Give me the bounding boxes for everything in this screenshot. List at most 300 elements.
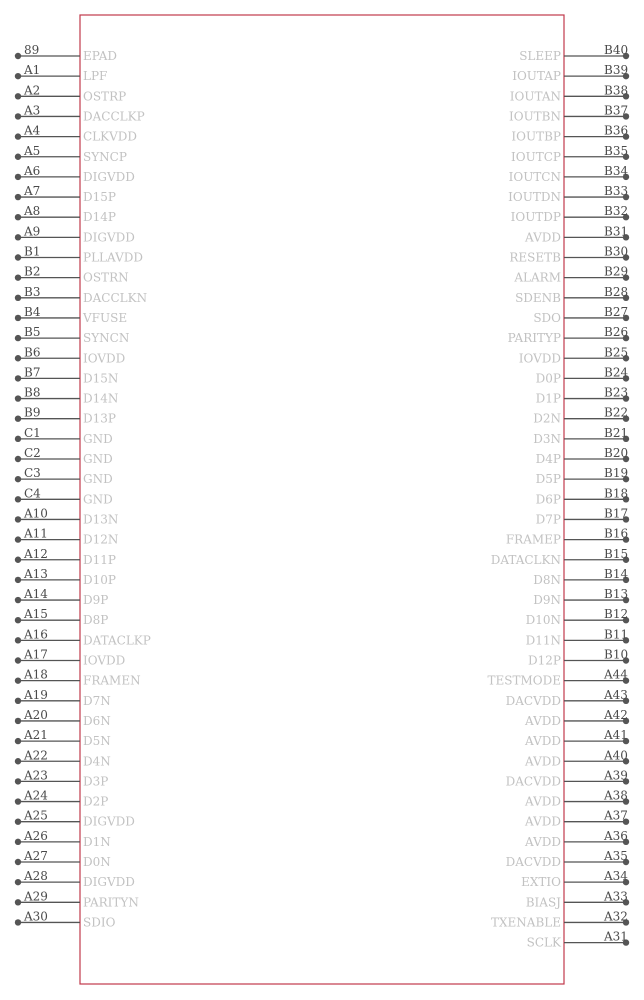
pin-number: A42	[604, 707, 628, 722]
pin-A12	[15, 547, 116, 567]
pin-name: IOVDD	[83, 653, 126, 668]
pin-number: A13	[24, 566, 48, 581]
pin-name: FRAMEN	[83, 673, 141, 688]
pin-number: B31	[604, 224, 629, 239]
pin-C3	[15, 466, 113, 486]
pin-number: B32	[604, 204, 629, 219]
pin-name: IOUTCN	[508, 169, 561, 184]
pin-A16	[15, 627, 151, 647]
pin-number: A12	[24, 546, 48, 561]
pin-name: IOUTDN	[508, 190, 561, 205]
pin-number: A23	[24, 768, 48, 783]
pin-number: B37	[604, 103, 629, 118]
pin-number: B36	[604, 123, 629, 138]
pin-name: PLLAVDD	[83, 250, 143, 265]
pin-name: AVDD	[525, 834, 561, 849]
pin-B31	[524, 224, 629, 244]
pin-terminal-dot	[15, 133, 21, 139]
pin-B9	[15, 406, 116, 426]
pin-terminal-dot	[15, 919, 21, 925]
pin-A4	[15, 124, 137, 144]
pin-B3	[15, 285, 147, 305]
pin-number: B33	[604, 184, 629, 199]
pin-number: B26	[604, 325, 629, 340]
pin-name: D14N	[83, 391, 119, 406]
pin-A33	[526, 889, 629, 909]
pin-A10	[15, 506, 119, 526]
pin-number: B24	[604, 365, 629, 380]
pin-C1	[15, 426, 113, 446]
pin-A34	[521, 869, 629, 889]
pin-B36	[511, 124, 629, 144]
pin-B33	[508, 184, 629, 204]
pin-name: IOUTAP	[512, 69, 561, 84]
pin-name: GND	[83, 452, 113, 466]
pin-terminal-dot	[15, 174, 21, 180]
pin-A41	[524, 728, 629, 748]
pin-A43	[506, 688, 630, 708]
pin-name: AVDD	[525, 230, 561, 245]
pin-number: A34	[604, 869, 628, 884]
pin-terminal-dot	[15, 315, 21, 321]
pin-number: A32	[604, 909, 628, 924]
pin-name: D12P	[528, 653, 561, 668]
pin-name: D11P	[83, 552, 116, 567]
pin-B40	[519, 43, 629, 63]
pin-name: IOVDD	[83, 351, 126, 366]
pin-A40	[524, 748, 629, 768]
pin-name: D3P	[83, 774, 109, 789]
pin-A25	[15, 809, 135, 829]
pin-number: A15	[24, 607, 48, 622]
pin-C2	[15, 446, 113, 466]
pin-name: IOVDD	[518, 351, 561, 366]
pin-terminal-dot	[15, 698, 21, 704]
pin-A32	[491, 909, 629, 929]
pin-number: A8	[24, 204, 41, 219]
pin-number: B29	[604, 264, 629, 279]
pin-A20	[15, 708, 111, 728]
pin-name: D2P	[83, 794, 109, 809]
pin-number: A22	[24, 748, 48, 763]
pin-B1	[15, 245, 143, 265]
pin-B21	[533, 426, 629, 446]
pin-name: D8P	[83, 613, 109, 628]
pin-terminal-dot	[15, 476, 21, 482]
pin-name: OSTRP	[83, 89, 127, 104]
pin-number: B9	[24, 405, 41, 420]
pin-number: A14	[24, 587, 48, 602]
pin-number: B27	[604, 304, 629, 319]
pin-name: SLEEP	[519, 49, 561, 63]
pin-name: D10N	[525, 613, 561, 628]
pin-number: B8	[24, 385, 41, 400]
pin-name: DACCLKP	[83, 109, 145, 124]
ic-body-outline	[80, 15, 564, 984]
pin-number: A44	[604, 667, 628, 682]
pin-number: A17	[24, 647, 48, 662]
pin-number: B34	[604, 163, 629, 178]
pin-name: AVDD	[525, 814, 561, 829]
pin-terminal-dot	[15, 879, 21, 885]
pin-name: D13P	[83, 411, 116, 426]
pin-name: EXTIO	[521, 875, 561, 890]
pin-B23	[536, 386, 630, 406]
pin-number: B11	[604, 627, 629, 642]
pin-B17	[536, 506, 630, 526]
pin-name: GND	[83, 472, 113, 487]
pin-B26	[508, 325, 630, 345]
pin-A24	[15, 789, 109, 809]
pin-number: A38	[604, 788, 628, 803]
pin-name: AVDD	[525, 713, 561, 728]
pin-number: B1	[24, 244, 41, 259]
pin-name: D1N	[83, 834, 111, 849]
pin-number: B7	[24, 365, 41, 380]
pin-A1	[15, 63, 108, 83]
pin-name: SDO	[533, 310, 561, 325]
pin-number: A29	[24, 889, 48, 904]
pin-number: A28	[24, 869, 48, 884]
pin-number: A5	[24, 143, 41, 158]
pin-number: A30	[24, 909, 48, 924]
pin-B12	[526, 607, 630, 627]
pin-terminal-dot	[15, 234, 21, 240]
pin-B25	[519, 345, 629, 365]
left-pin-group	[15, 43, 151, 929]
pin-B16	[506, 527, 629, 547]
pin-number: C2	[24, 446, 41, 460]
pin-number: C1	[24, 425, 41, 440]
pin-number: A41	[604, 728, 628, 743]
pin-name: IOUTAN	[509, 89, 561, 104]
pin-number: A36	[604, 828, 628, 843]
pin-terminal-dot	[15, 355, 21, 361]
pin-number: B28	[604, 284, 629, 299]
pin-terminal-dot	[15, 536, 21, 542]
pin-A11	[15, 527, 119, 547]
pin-number: A24	[24, 788, 48, 803]
pin-number: A9	[24, 224, 41, 239]
pin-B5	[15, 325, 130, 345]
pin-B37	[509, 103, 629, 123]
pin-number: A4	[24, 123, 41, 138]
pin-B7	[15, 365, 119, 385]
pin-terminal-dot	[15, 798, 21, 804]
pin-number: B35	[604, 143, 629, 158]
pin-terminal-dot	[15, 214, 21, 220]
pin-name: D1P	[535, 391, 561, 406]
pin-terminal-dot	[15, 738, 21, 744]
pin-terminal-dot	[15, 758, 21, 764]
pin-A7	[15, 184, 116, 204]
pin-terminal-dot	[15, 436, 21, 442]
pin-number: B30	[604, 244, 629, 259]
pin-name: GND	[83, 431, 113, 446]
pin-terminal-dot	[15, 859, 21, 865]
pin-A23	[15, 768, 109, 788]
pin-B2	[15, 265, 129, 285]
pin-B27	[533, 305, 629, 325]
pin-number: B15	[604, 546, 629, 561]
pin-name: PARITYP	[507, 331, 561, 346]
pin-B20	[536, 446, 630, 466]
pin-B15	[491, 547, 629, 567]
pin-B34	[509, 164, 630, 184]
pin-number: A3	[24, 103, 41, 118]
pin-number: C3	[24, 466, 41, 481]
pin-number: B13	[604, 587, 629, 602]
pin-terminal-dot	[15, 657, 21, 663]
pin-number: A33	[604, 889, 628, 904]
pin-B38	[510, 83, 629, 103]
pin-A26	[15, 829, 111, 849]
pin-B24	[536, 365, 630, 385]
pin-B6	[15, 345, 125, 365]
pin-B4	[15, 305, 127, 325]
pin-number: B2	[24, 264, 41, 279]
pin-terminal-dot	[15, 274, 21, 280]
pin-number: B4	[24, 304, 41, 319]
pin-B8	[15, 386, 119, 406]
pin-name: VFUSE	[83, 310, 128, 325]
pin-B39	[512, 63, 629, 83]
pin-name: BIASJ	[525, 895, 561, 910]
pin-A42	[524, 708, 629, 728]
pin-terminal-dot	[15, 597, 21, 603]
pin-A6	[15, 164, 135, 184]
pin-number: B22	[604, 405, 629, 420]
pin-A22	[15, 748, 111, 768]
pin-terminal-dot	[15, 295, 21, 301]
pin-terminal-dot	[15, 839, 21, 845]
pin-name: IOUTCP	[511, 149, 561, 164]
pin-name: D8N	[533, 572, 561, 587]
pin-terminal-dot	[15, 395, 21, 401]
pin-number: B16	[604, 526, 629, 541]
pin-terminal-dot	[15, 154, 21, 160]
pin-number: A39	[604, 768, 628, 783]
pin-number: A19	[24, 687, 48, 702]
pin-C4	[15, 486, 113, 506]
pin-number: A43	[604, 687, 628, 702]
pin-terminal-dot	[15, 375, 21, 381]
pin-name: AVDD	[525, 794, 561, 809]
pin-name: D5N	[83, 734, 111, 749]
pin-B13	[533, 587, 629, 607]
pin-B18	[536, 486, 630, 506]
pin-terminal-dot	[15, 677, 21, 683]
pin-A38	[524, 789, 629, 809]
pin-name: D15N	[83, 371, 119, 386]
pin-name: SDIO	[83, 915, 116, 930]
pin-A28	[15, 869, 135, 889]
pin-number: B6	[24, 345, 41, 360]
pin-terminal-dot	[15, 93, 21, 99]
pin-89	[15, 43, 117, 63]
pin-number: A27	[24, 849, 48, 863]
pin-name: CLKVDD	[83, 129, 138, 144]
pin-number: B21	[604, 425, 629, 440]
pin-name: SDENB	[515, 290, 561, 305]
pin-name: DIGVDD	[83, 169, 135, 184]
pin-name: DACVDD	[505, 855, 561, 869]
pin-B22	[533, 406, 629, 426]
pin-terminal-dot	[15, 778, 21, 784]
pin-name: D12N	[83, 532, 119, 547]
pin-name: DATACLKP	[83, 633, 151, 648]
pin-number: A20	[24, 707, 48, 722]
pin-A27	[15, 849, 111, 869]
pin-B28	[515, 285, 629, 305]
pin-number: A7	[24, 184, 41, 199]
pin-name: D4N	[83, 754, 111, 769]
pin-name: DATACLKN	[490, 552, 561, 567]
pin-name: DIGVDD	[83, 814, 135, 829]
pin-number: A16	[24, 627, 48, 642]
pin-name: D6P	[535, 492, 561, 507]
pin-number: B19	[604, 466, 629, 481]
pin-name: IOUTDP	[510, 210, 561, 225]
pin-number: B10	[604, 647, 629, 662]
pin-A19	[15, 688, 111, 708]
pin-name: IOUTBP	[511, 129, 561, 144]
pin-name: D6N	[83, 713, 111, 728]
pin-name: D11N	[525, 633, 561, 648]
pin-name: EPAD	[83, 49, 118, 63]
pin-A9	[15, 224, 135, 244]
pin-name: D7P	[535, 512, 561, 527]
pin-number: A31	[604, 929, 628, 944]
pin-A2	[15, 83, 126, 103]
pin-name: D0N	[83, 855, 111, 869]
pin-terminal-dot	[15, 194, 21, 200]
pin-number: A2	[24, 83, 41, 98]
pin-name: D14P	[83, 210, 116, 225]
pin-A8	[15, 204, 116, 224]
pin-B10	[528, 648, 629, 668]
pin-name: DIGVDD	[83, 230, 135, 245]
pin-name: D15P	[83, 190, 116, 205]
pin-number: A26	[24, 828, 48, 843]
pin-number: B25	[604, 345, 629, 360]
pin-number: B17	[604, 506, 629, 521]
pin-name: DIGVDD	[83, 875, 135, 890]
pin-number: C4	[24, 486, 41, 501]
pin-name: D10P	[83, 572, 116, 587]
pin-B19	[536, 466, 630, 486]
pin-terminal-dot	[15, 899, 21, 905]
pin-name: PARITYN	[83, 895, 139, 910]
pin-number: A11	[24, 526, 48, 541]
pin-A31	[527, 930, 630, 950]
pin-name: RESETB	[509, 250, 561, 265]
pin-A14	[15, 587, 109, 607]
pin-terminal-dot	[15, 254, 21, 260]
pin-name: AVDD	[525, 754, 561, 769]
pin-name: SYNCP	[83, 149, 127, 164]
pin-name: ALARM	[514, 270, 561, 285]
pin-terminal-dot	[15, 577, 21, 583]
pin-name: D9N	[533, 593, 561, 608]
pin-terminal-dot	[15, 335, 21, 341]
pin-name: D13N	[83, 512, 119, 527]
pin-A44	[488, 668, 630, 688]
pin-name: D9P	[83, 593, 109, 608]
pin-number: B23	[604, 385, 629, 400]
pin-number: A1	[24, 63, 41, 78]
pin-name: D5P	[535, 472, 561, 487]
pin-B11	[526, 627, 630, 647]
pin-name: DACCLKN	[83, 290, 148, 305]
pin-terminal-dot	[15, 617, 21, 623]
pin-name: GND	[83, 492, 113, 507]
pin-name: IOUTBN	[508, 109, 561, 124]
pin-number: A6	[24, 163, 41, 178]
pin-A5	[15, 144, 127, 164]
pin-B30	[509, 245, 629, 265]
pin-A15	[15, 607, 109, 627]
pin-name: LPF	[83, 69, 108, 84]
pin-number: A10	[24, 506, 48, 521]
pin-number: A40	[604, 748, 628, 763]
pin-name: OSTRN	[83, 270, 129, 285]
pin-A17	[15, 648, 125, 668]
pin-number: A25	[24, 808, 48, 823]
pin-number: B12	[604, 607, 629, 622]
pin-A36	[524, 829, 629, 849]
pin-number: B18	[604, 486, 629, 501]
pin-A35	[506, 849, 630, 869]
pin-name: TESTMODE	[487, 673, 561, 688]
pin-name: DACVDD	[505, 693, 561, 708]
pin-terminal-dot	[15, 456, 21, 462]
pin-number: B14	[604, 566, 629, 581]
pin-A37	[524, 809, 629, 829]
pin-name: D2N	[533, 411, 561, 426]
pin-terminal-dot	[15, 416, 21, 422]
right-pin-group	[488, 43, 630, 950]
pin-name: D3N	[533, 431, 561, 446]
pin-A18	[15, 668, 141, 688]
pin-B32	[511, 204, 630, 224]
pin-number: B3	[24, 284, 41, 299]
pin-number: B20	[604, 446, 629, 460]
pin-number: A21	[24, 728, 48, 743]
pin-terminal-dot	[15, 557, 21, 563]
pin-terminal-dot	[15, 819, 21, 825]
pin-number: B39	[604, 63, 629, 78]
pin-A13	[15, 567, 116, 587]
pin-B14	[533, 567, 629, 587]
pin-number: B38	[604, 83, 629, 98]
pin-terminal-dot	[15, 516, 21, 522]
pin-B35	[511, 144, 629, 164]
pin-terminal-dot	[15, 496, 21, 502]
pin-name: D7N	[83, 693, 111, 708]
pin-number: A35	[604, 849, 628, 863]
pin-number: B40	[604, 43, 629, 57]
pin-number: B5	[24, 325, 41, 340]
pin-name: D0P	[535, 371, 561, 386]
pin-A21	[15, 728, 111, 748]
pin-A29	[15, 889, 139, 909]
pin-number: A18	[24, 667, 48, 682]
pin-terminal-dot	[15, 73, 21, 79]
pin-terminal-dot	[15, 637, 21, 643]
pin-name: D4P	[535, 452, 561, 466]
pin-terminal-dot	[15, 718, 21, 724]
